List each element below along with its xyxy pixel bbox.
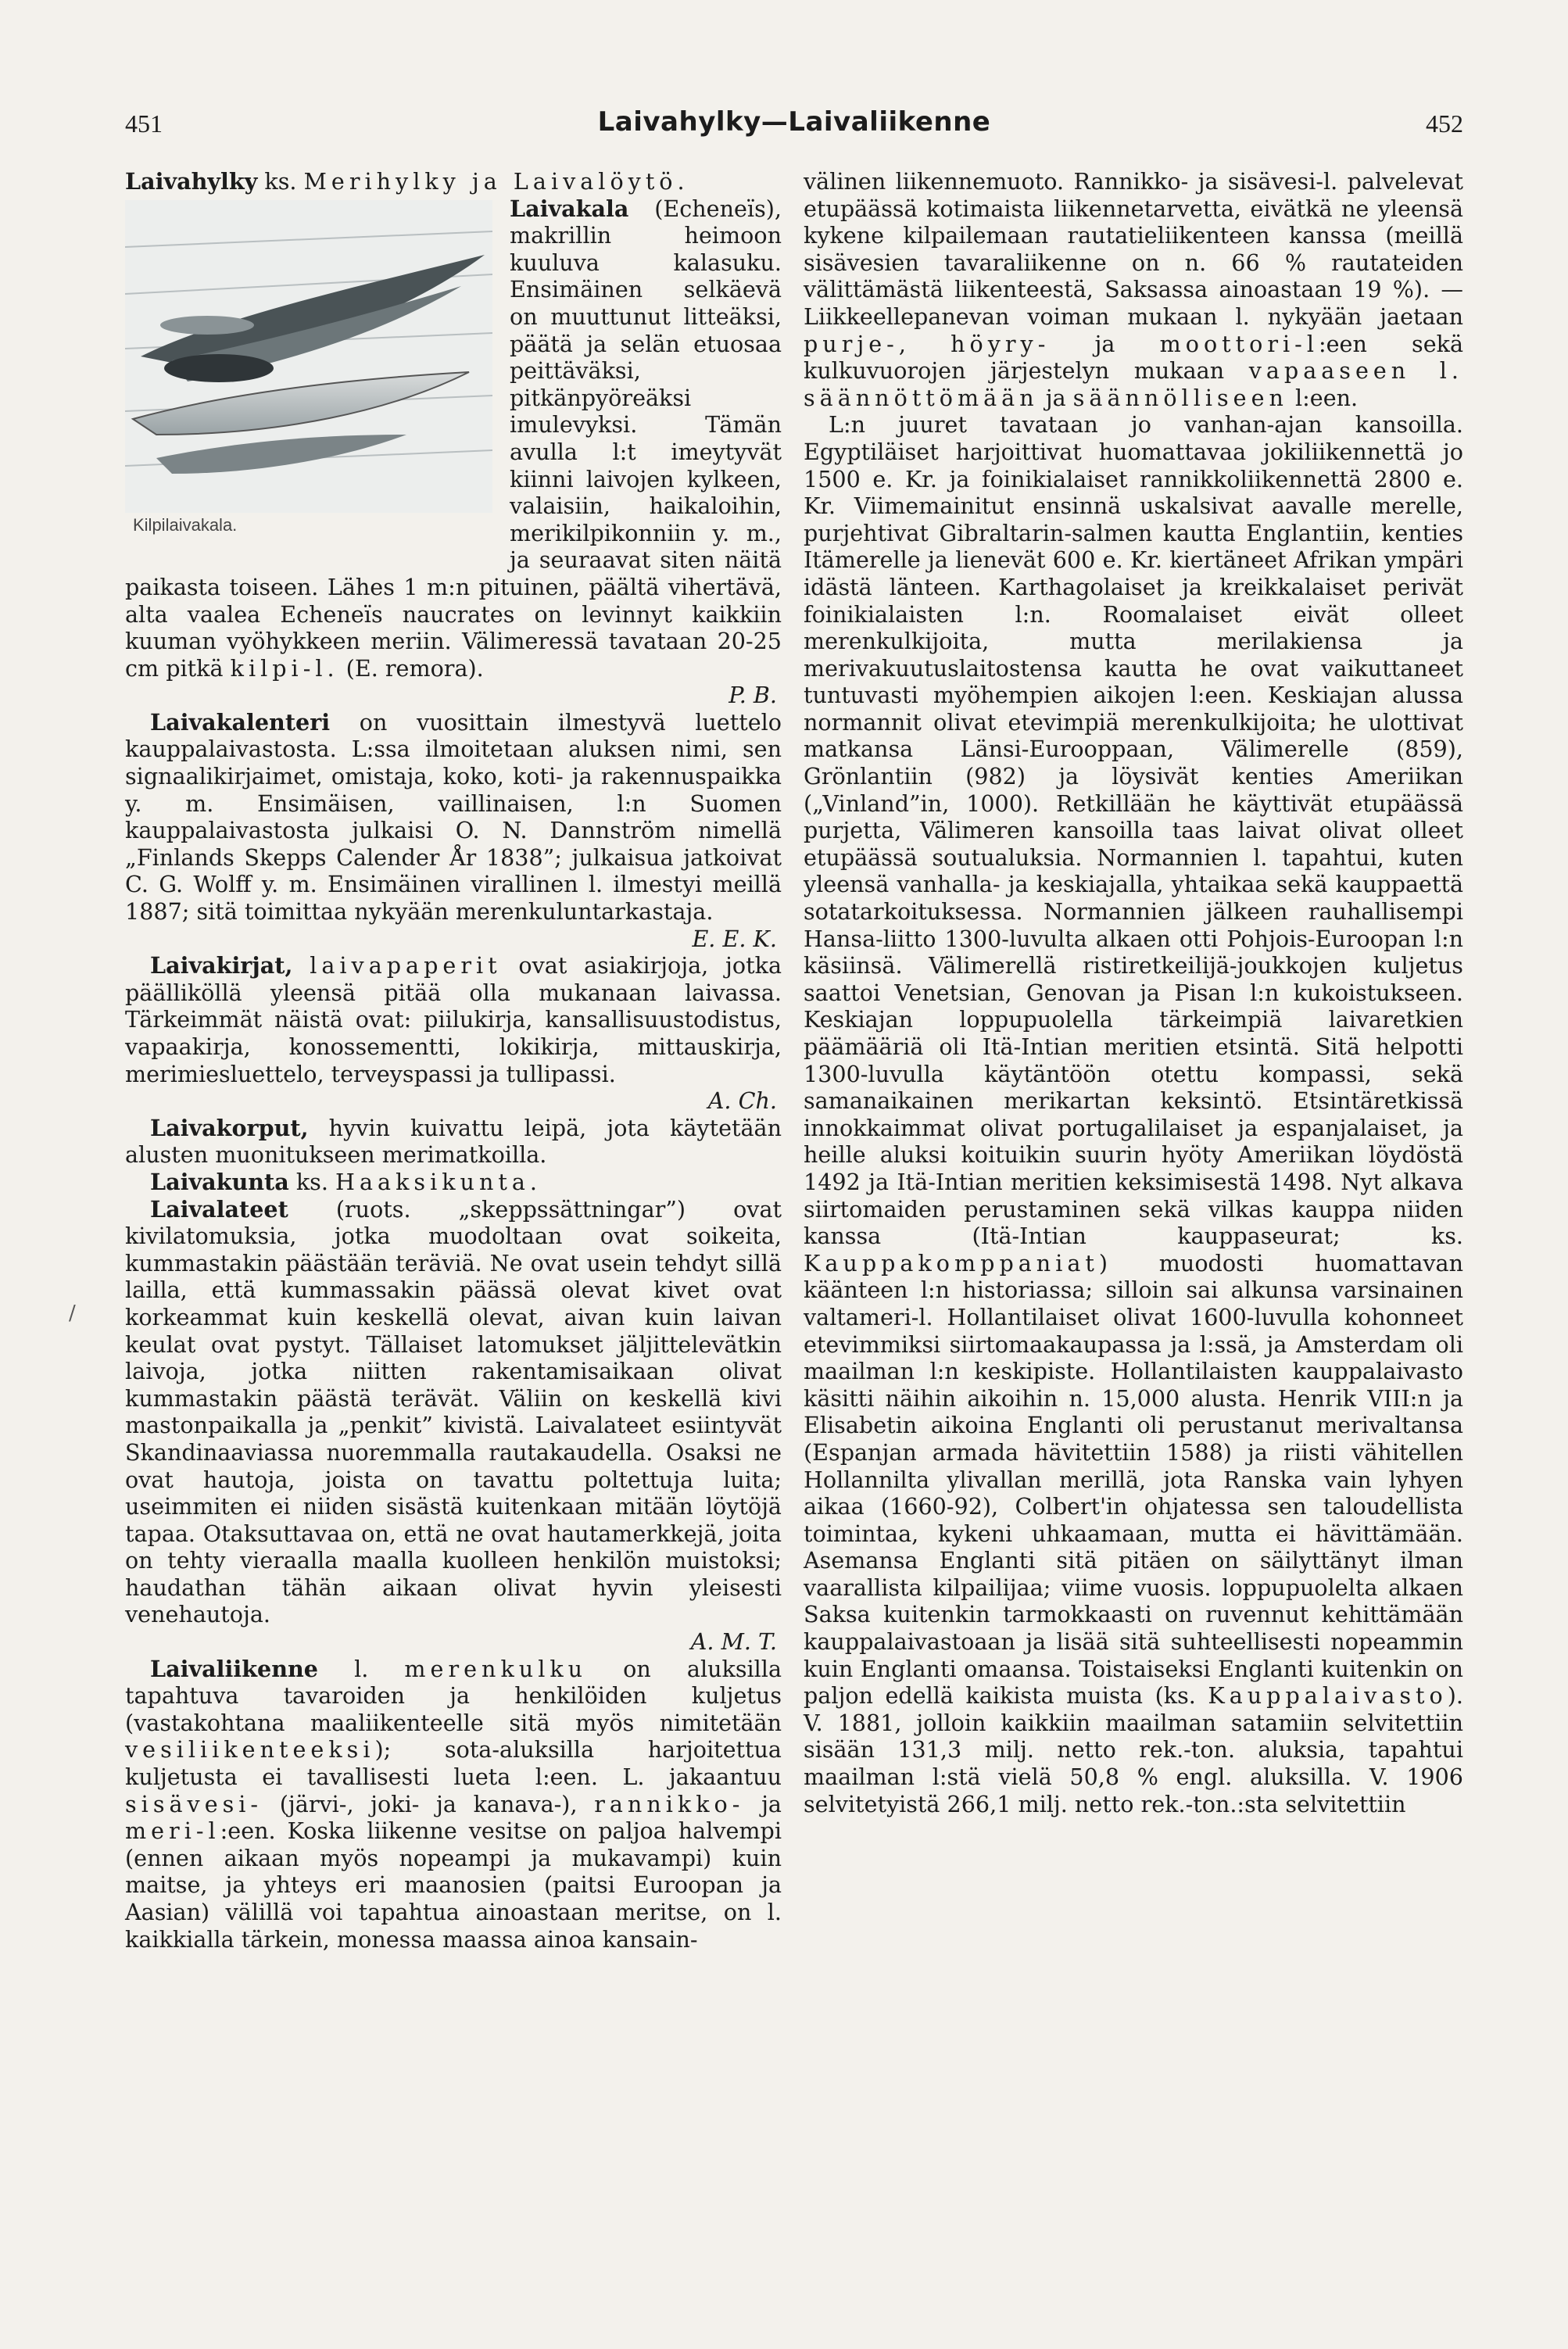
paragraph-history: L:n juuret tavataan jo vanhan-ajan kansoilla. Egyptiläiset harjoittivat huomattavaa jokiliikennettä jo 1500 e. Kr. ja foinikialaiset rannikkoliikennettä 2800 e. Kr. Viimemainitut ensinnä uskalsivat aavalle merelle, purjehtivat Gibraltarin-salmen kautta Englantiin, kenties Itämerelle ja lienevät 600 e. Kr. kiertäneet Afrikan ympäri idästä länteen. Karthagolaiset ja kreikkalaiset perivät foinikialaisten l:n. Roomalaiset eivät olleet merenkulkijoita, mutta merilakiensa ja merivakuutuslaitostensa kautta he ovat vaikuttaneet tuntuvasti myöhempien aikojen l:een. Keskiajan alussa normannit olivat etevimpiä merenkulkijoita; he ulottivat matkansa Länsi-Eurooppaan, Välimerelle (859), Grönlantiin (982) ja löysivät kenties Ameriikan („Vinland”in, 1000). Retkillään he käyttivät etupäässä purjetta, Välimeren kansoilla taas laivat olivat olleet etupäässä soutualuksia. Normannien l. tapahtui, kuten yleensä vanhalla- ja keskiajalla, yhtaikaa sekä kauppaettä sotatarkoituksessa. Normannien jälkeen rauhallisempi Hansa-liitto 1300-luvulta alkaen otti Pohjois-Euroopan l:n käsiinsä. Välimerellä ristiretkeilijä-joukkojen kuljetus saattoi Venetsian, Genovan ja Pisan l:n kukoistukseen. Keskiajan loppupuolella tärkeimpiä laivaretkien päämääriä oli Itä-Intian meritien etsintä. Sitä helpotti 1300-luvulla käytäntöön otettu kompassi, sekä samanaikainen merikartan keksintö. Etsintäretkissä innokkaimmat olivat portugalilaiset ja espanjalaiset, ja heille aluksi koituikin suurin hyöty Ameriikan löydöstä 1492 ja Itä-Intian meritien keksimisestä 1498. Nyt alkava siirtomaiden perustaminen sekä vilkas kauppa niiden kanssa (Itä-Intian kauppaseurat; ks. Kauppakomppaniat) muodosti huomattavan käänteen l:n historiassa; silloin sai alkunsa varsinainen valtameri-l. Hollantilaiset olivat 1600-luvulla kohonneet etevimmiksi siirtomaakaupassa ja l:ssä, ja Amsterdam oli maailman l:n keskipiste. Hollantilaisten kauppalaivasto käsitti näihin aikoihin n. 15,000 alusta. Henrik VIII:n ja Elisabetin aikoina Englanti oli perustanut merivaltansa (Espanjan armada hävitettiin 1588) ja riisti vähitellen Hollannilta ylivallan merillä, jota Ranska vain lyhyen aikaa (1660-92), Colbert'in ohjatessa sen taloudellista toimintaa, kykeni uhkaamaan, mutta ei hävittämään. Asemansa Englanti sitä pitäen on säilyttänyt ilman vaarallista kilpailijaa; viime vuosis. loppupuolelta alkaen Saksa kuitenkin tarmokkaasti on ruvennut kehittämään kauppalaivastoaan ja lisää sitä suhteellisesti nopeammin kuin Englanti omaansa. Toistaiseksi Englanti kuitenkin on paljon edellä kaikista muista (ks. Kauppalaivasto). V. 1881, jolloin kaikkiin maailman satamiin selvitettiin sisään 131,3 milj. netto rek.-ton. aluksia, tapahtui maailman l:stä vielä 50,8 % engl. aluksilla. V. 1906 selvitetyistä 266,1 milj. netto rek.-ton.:sta selvitettiin [804, 411, 1463, 1817]
left-column [125, 168, 782, 1953]
cross-reference: vesiliikenteeksi [125, 1736, 375, 1764]
paragraph-continuation: välinen liikennemuoto. Rannikko- ja sisävesi-l. palvelevat etupäässä kotimaista liikennetarvetta, eivätkä ne yleensä kykene kilpailemaan rautatieliikenteen kanssa (meillä sisävesien tavaraliikenne on n. 66 % rautateiden välittämästä liikenteestä, Saksassa ainoastaan 19 %). — Liikkeellepanevan voiman mukaan l. nykyään jaetaan purje-, höyry- ja moottori-l:een sekä kulkuvuorojen järjestelyn mukaan vapaaseen l. säännöttömään ja säännölliseen l:een. [804, 168, 1464, 411]
right-column [804, 168, 1463, 1817]
entry-term: Laivakalenteri [150, 708, 331, 736]
figure-caption: Kilpilaivakala. [133, 515, 238, 535]
cross-reference: Kauppakomppaniat [804, 1249, 1099, 1277]
author-initials: P. B. [729, 682, 777, 709]
remora-fish-icon [125, 200, 492, 513]
page-number-right: 452 [1426, 109, 1463, 138]
entry-term: Laivalateet [150, 1195, 288, 1223]
cross-reference: moottori-l [1159, 330, 1319, 357]
margin-mark: / [69, 1302, 76, 1325]
page-number-left: 451 [125, 109, 163, 138]
cross-reference: vapaaseen l. [1248, 357, 1464, 385]
entry-term: Laivakorput, [150, 1114, 309, 1141]
entry-term: Laivakala [510, 195, 629, 222]
entry-laivahylky: Laivahylky ks. Merihylky ja Laivalöytö. [125, 168, 685, 195]
cross-reference: laivapaperit [310, 952, 502, 979]
entry-laivalateet: Laivalateet (ruots. „skeppssättningar”) ovat kivilatomuksia, jotka muodoltaan ovat soikeita, kummastakin päästään teräviä. Ne ovat usein tehdyt sillä lailla, että kummassakin päässä olevat kivet ovat korkeammat kuin keskellä olevat, aivan kuin laivan keulat ovat pystyt. Tällaiset latomukset jäljittelevätkin laivoja, jotka niitten rakentamisaikaan olivat kummastakin päästä terävät. Väliin on keskellä kivi mastonpaikalla ja „penkit” kivistä. Laivalateet esiintyvät Skandinaaviassa nuoremmalla rautakaudella. Osaksi ne ovat hautoja, joista on tavattu poltettuja luita; useimmiten ei niiden sisästä kuitenkaan mitään löytöjä tapaa. Otaksuttavaa on, että ne ovat hautamerkkejä, joita on tehty vieraalla maalla kuolleen henkilön muistoksi; haudathan tähän aikaan olivat hyvin yleisesti venehautoja. A. M. T. [125, 1195, 782, 1656]
cross-reference: säännöttömään [804, 384, 1039, 411]
entry-term: Laivaliikenne [150, 1655, 318, 1682]
entry-laivakala: Kilpilaivakala. Laivakala (Echeneïs), makrillin heimoon kuuluva kalasuku. Ensimäinen selkäevä on muuttunut litteäksi, päätä ja selän etuosaa peittäväksi, pitkänpyöreäksi imulevyksi. Tämän avulla l:t imeytyvät kiinni laivojen kylkeen, valaisiin, haikaloihin, merikilpikonniin y. m., ja seuraavat siten näitä paikasta toiseen. Lähes 1 m:n pituinen, päältä vihertävä, alta vaalea Echeneïs naucrates on levinnyt kaikkiin kuuman vyöhykkeen meriin. Välimeressä tavataan 20-25 cm pitkä kilpi-l. (E. remora). P. B. [125, 195, 782, 709]
author-initials: A. M. T. [690, 1628, 777, 1656]
entry-laivaliikenne: Laivaliikenne l. merenkulku on aluksilla tapahtuva tavaroiden ja henkilöiden kuljetus (vastakohtana maaliikenteelle sitä myös nimitetään vesiliikenteeksi); sota-aluksilla harjoitettua kuljetusta ei tavallisesti lueta l:een. L. jakaantuu sisävesi- (järvi-, joki- ja kanava-), rannikko- ja meri-l:een. Koska liikenne vesitse on paljoa halvempi (ennen aikaan myös nopeampi ja mukavampi) kuin maitse, ja yhteys eri maanosien (paitsi Euroopan ja Aasian) välillä voi tapahtua ainoastaan meritse, on l. kaikkialla tärkein, monessa maassa ainoa kansain- [125, 1655, 782, 1953]
cross-reference: kilpi-l. [230, 654, 339, 682]
author-initials: A. Ch. [707, 1087, 777, 1115]
entry-laivakirjat: Laivakirjat, laivapaperit ovat asiakirjoja, jotka päälliköllä yleensä pitää olla mukanaan laivassa. Tärkeimmät näistä ovat: piilukirja, kansallisuustodistus, vapaakirja, konossementti, lokikirja, mittauskirja, merimiesluettelo, terveyspassi ja tullipassi. A. Ch. [125, 952, 782, 1115]
running-title: Laivahylky—Laivaliikenne [597, 106, 991, 138]
cross-reference: merenkulku [404, 1655, 588, 1682]
entry-laivakalenteri: Laivakalenteri on vuosittain ilmestyvä luettelo kauppalaivastosta. L:ssa ilmoitetaan aluksen nimi, sen signaalikirjaimet, omistaja, koko, koti- ja rakennuspaikka y. m. Ensimäisen, vaillinaisen, l:n Suomen kauppalaivastosta julkaisi O. N. Dannström nimellä „Finlands Skepps Calender År 1838”; julkaisua jatkoivat C. G. Wolff y. m. Ensimäinen virallinen l. ilmestyi meillä 1887; sitä toimittaa nykyään merenkuluntarkastaja. E. E. K. [125, 708, 782, 952]
cross-reference: höyry- [950, 330, 1051, 357]
cross-reference: meri-l [125, 1817, 220, 1845]
entry-term: Laivahylky [125, 168, 258, 195]
cross-reference: Haaksikunta [335, 1168, 530, 1195]
entry-laivakunta: Laivakunta ks. Haaksikunta. [150, 1168, 538, 1195]
author-initials: E. E. K. [692, 925, 777, 952]
cross-reference: säännölliseen [1072, 384, 1288, 411]
entry-laivakorput: Laivakorput, hyvin kuivattu leipä, jota käytetään alusten muonitukseen merimatkoilla. [125, 1114, 782, 1169]
entry-term: Laivakirjat, [150, 952, 293, 979]
remora-illustration [125, 200, 492, 544]
cross-reference: rannikko- [594, 1790, 745, 1817]
cross-reference: Kauppalaivasto [1208, 1682, 1448, 1710]
cross-reference: sisävesi- [125, 1790, 263, 1817]
cross-reference: Merihylky ja Laivalöytö [303, 168, 678, 195]
entry-term: Laivakunta [150, 1168, 289, 1195]
cross-reference: purje- [804, 330, 899, 357]
page-header [125, 106, 1463, 149]
